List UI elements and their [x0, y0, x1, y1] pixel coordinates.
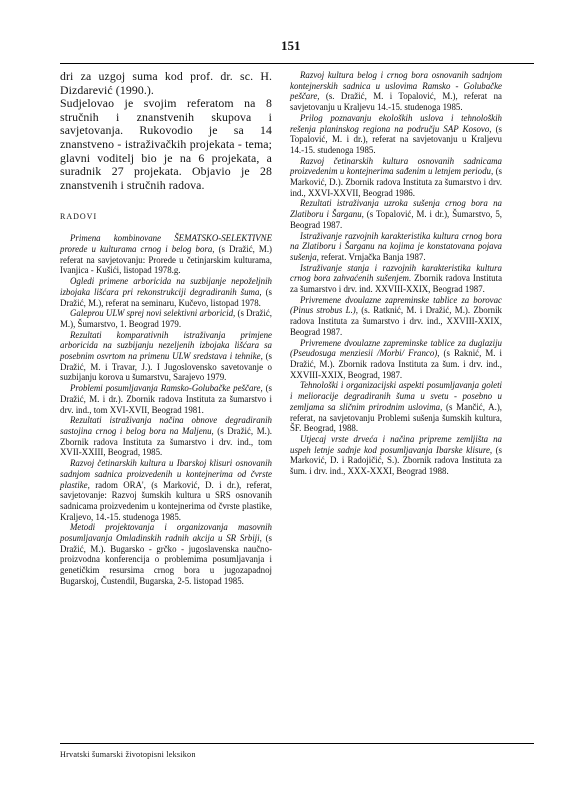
bibliography-entry [290, 231, 502, 263]
header-rule [60, 63, 534, 64]
bibliography-entry [290, 113, 502, 156]
entry-title: Utjecaj vrste drveća i načina pripreme zemljišta na uspeh letnje sadnje kod posumljavanja Ibarske klisure, [290, 433, 502, 455]
bibliography-entry [290, 70, 502, 113]
entry-title: Problemi posumljavanja Ramsko-Golubačke peščare, [70, 383, 263, 394]
entry-title: Istraživanje razvojnih karakteristika kultura crnog bora na Zlatiboru i Šarganu na kojima je konstatovana pojava sušenja, [290, 230, 502, 262]
bibliography-entry [290, 198, 502, 230]
entry-details: Zbornik radova Instituta za šumarstvo i drv. ind. XXVIII-XXIX, Beograd 1987. [290, 273, 503, 295]
bio-paragraph: Sudjelovao je svojim referatom na 8 stručnih i znanstvenih skupova i savjetovanja. Rukovodio je sa 14 znanstveno - istraživačkih projekata - tema; glavni voditelj bio je na 6 projekata, a suradnik 27 projekata. Objavio je 28 znanstvenih i stručnih radova. [60, 96, 272, 192]
bibliography-entry [60, 276, 272, 308]
entry-details: (s Topalović, M. i dr.), Šumarstvo, 5, Beograd 1987. [290, 209, 502, 230]
entry-details: (s Topalović, M. i dr.), referat na savjetovanju u Kraljevu 14.-15. studenoga 1985. [290, 123, 502, 155]
page-number: 151 [281, 38, 301, 53]
bio-paragraph-continued: dri za uzgoj suma kod prof. dr. sc. H. Dizdarević (1990.). [60, 69, 272, 97]
entry-title: Razvoj četinarskih kultura osnovanih sadnicama proizvedenim u kontejnerima sađenim u letnjem periodu, [290, 155, 502, 177]
entry-title: Tehnološki i organizacijski aspekti posumljavanja goleti i melioracije degradiranih šuma u svetu - posebno u zemljama sa sličnim prirodnim uslovima, [290, 380, 502, 412]
radovi-heading: RADOVI [60, 212, 98, 222]
entry-details: (s Dražić, M.), Šumarstvo, 1. Beograd 1979. [60, 308, 272, 329]
entry-details: (s Marković, D. i Radojičić, S.). Zbornik radova Instituta za šum. i drv. ind., XXX-XXXI, Beograd 1988. [290, 444, 502, 477]
entry-details: (s Dražić, M.), referat na seminaru, Kučevo, listopad 1978. [60, 286, 272, 308]
entry-details: (s Dražić, M. i dr.). Zbornik radova Instituta za šumarstvo i drv. ind., tom XVI-XVII, Beograd 1981. [60, 383, 272, 415]
entry-title: Rezultati komparativnih istraživanja primjene arboricida na suzbijanju nezeljenih izbojaka lišćara sa posebnim osvrtom na primenu ULW sredstava i tehnike, [60, 329, 272, 362]
entry-details: (s. Ratknić, M. i Dražić, M.). Zbornik radova Instituta za šumarstvo i drv. ind., XXVIII-XXIX, Beograd 1987. [290, 305, 502, 337]
right-column [290, 70, 502, 477]
footer-rule [60, 743, 534, 744]
entry-title: Prilog poznavanju ekoloških uslova i tehnoloških rešenja planinskog regiona na području SAP Kosovo, [290, 112, 502, 134]
entry-title: Privremene dvoulazne zapreminske tablice za borovac (Pinus strobus L.), [290, 294, 502, 316]
bibliography-entry [290, 338, 502, 381]
entry-details: (s Dražić, M.) referat na savjetovanju: Prorede u četinjarskim kulturama, Ivanjica - Kušići, listopad 1978.g. [60, 244, 272, 276]
entry-details: referat. Vrnjačka Banja 1987. [318, 251, 426, 262]
bibliography-entry [290, 263, 502, 295]
bibliography-entry [60, 330, 272, 384]
entry-title: Rezultati istraživanja uzroka sušenja crnog bora na Zlatiboru i Šarganu, [290, 198, 502, 220]
entry-details: (s Mančić, A.), referat, na savjetovanju Problemi sušenja šumskih kultura, ŠF. Beograd, 1988. [290, 401, 502, 434]
entry-details: (s Dražić, M.). Bugarsko - grčko - jugoslavenska naučno-proizvodna konferencija o problemima posumljavanja i genetičkim resursima crnog bora u jugozapadnoj Bugarskoj, Čustendil, Bugarska, 2-5. listopad 1985. [60, 533, 272, 586]
entry-title: Privremene dvoulazne zapreminske tablice za duglaziju (Pseudosuga menziesii /Morbi/ Franco), [290, 337, 502, 359]
left-column [60, 70, 272, 587]
bibliography-entry [60, 415, 272, 458]
entry-title: Istraživanje stanja i razvojnih karakteristika kultura crnog bora zahvaćenih sušenjem. [290, 262, 502, 284]
entry-details: (s Raknić, M. i Dražić, M.). Zbornik radova Instituta za šum. i drv. ind., XXVIII-XXIX, Beograd, 1987. [290, 348, 502, 380]
bibliography-entry [60, 458, 272, 522]
entry-title: Galeprou ULW sprej novi selektivni arboricid, [70, 308, 236, 319]
entry-title: Primena kombinovane ŠEMATSKO-SELEKTIVNE prorede u kulturama crnog i belog bora, [60, 233, 272, 255]
bibliography-entry [290, 434, 502, 477]
bibliography-entry [60, 308, 272, 329]
bibliography-entry [60, 522, 272, 586]
entry-title: Razvoj kultura belog i crnog bora osnovanih sadnjom kontejnerskih sadnica u uslovima Ramsko - Golubačke peščare, [290, 70, 502, 102]
entry-details: (s Dražić, M.). Zbornik radova Instituta za šumarstvo i drv. ind., tom XVII-XXIII, Beograd, 1985. [60, 426, 272, 458]
entry-title: Ogledi primene arboricida na suzbijanje nepoželjnih izbojaka lišćara pri rekonstrukciji degradiranih šuma, [60, 276, 272, 297]
entry-details: (s. Dražić, M. i Topalović, M.), referat na savjetovanju u Kraljevu 14.-15. studenoga 1985. [290, 91, 502, 113]
bibliography-entry [60, 383, 272, 415]
entry-title: Razvoj četinarskih kultura u Ibarskoj klisuri osnovanih sadnjom sadnica proizvedenih u kontejnerima od čvrste plastike, [60, 458, 272, 490]
bibliography-entry [290, 156, 502, 199]
entry-details: (s Marković, D.). Zbornik radova Instituta za šumarstvo i drv. ind., XXVI-XXVII, Beograd 1986. [290, 166, 502, 198]
entry-details: (s Dražić, M. i Travar, J.). I Jugoslovensko savetovanje o suzbijanju korova u šumarstvu, Sarajevo 1979. [60, 351, 272, 383]
entry-details: radom ORA', (s Marković, D. i dr.), referat, savjetovanje: Razvoj šumskih kultura u SRS osnovanih sadnicama proizvedenim u kontejnerima od čvrste plastike, Kraljevo, 14.-15. studenoga 1985. [60, 479, 272, 522]
entry-title: Metodi projektovanja i organizovanja masovnih posumljavanja Omladinskih radnih akcija u SR Srbiji, [60, 522, 272, 544]
bibliography-entry [290, 295, 502, 338]
entry-title: Rezultati istraživanja načina obnove degradiranih sastojina crnog i belog bora na Maljenu, [60, 415, 272, 436]
footer-text: Hrvatski šumarski životopisni leksikon [60, 750, 196, 759]
bibliography-entry [60, 233, 272, 276]
bibliography-entry [290, 380, 502, 434]
